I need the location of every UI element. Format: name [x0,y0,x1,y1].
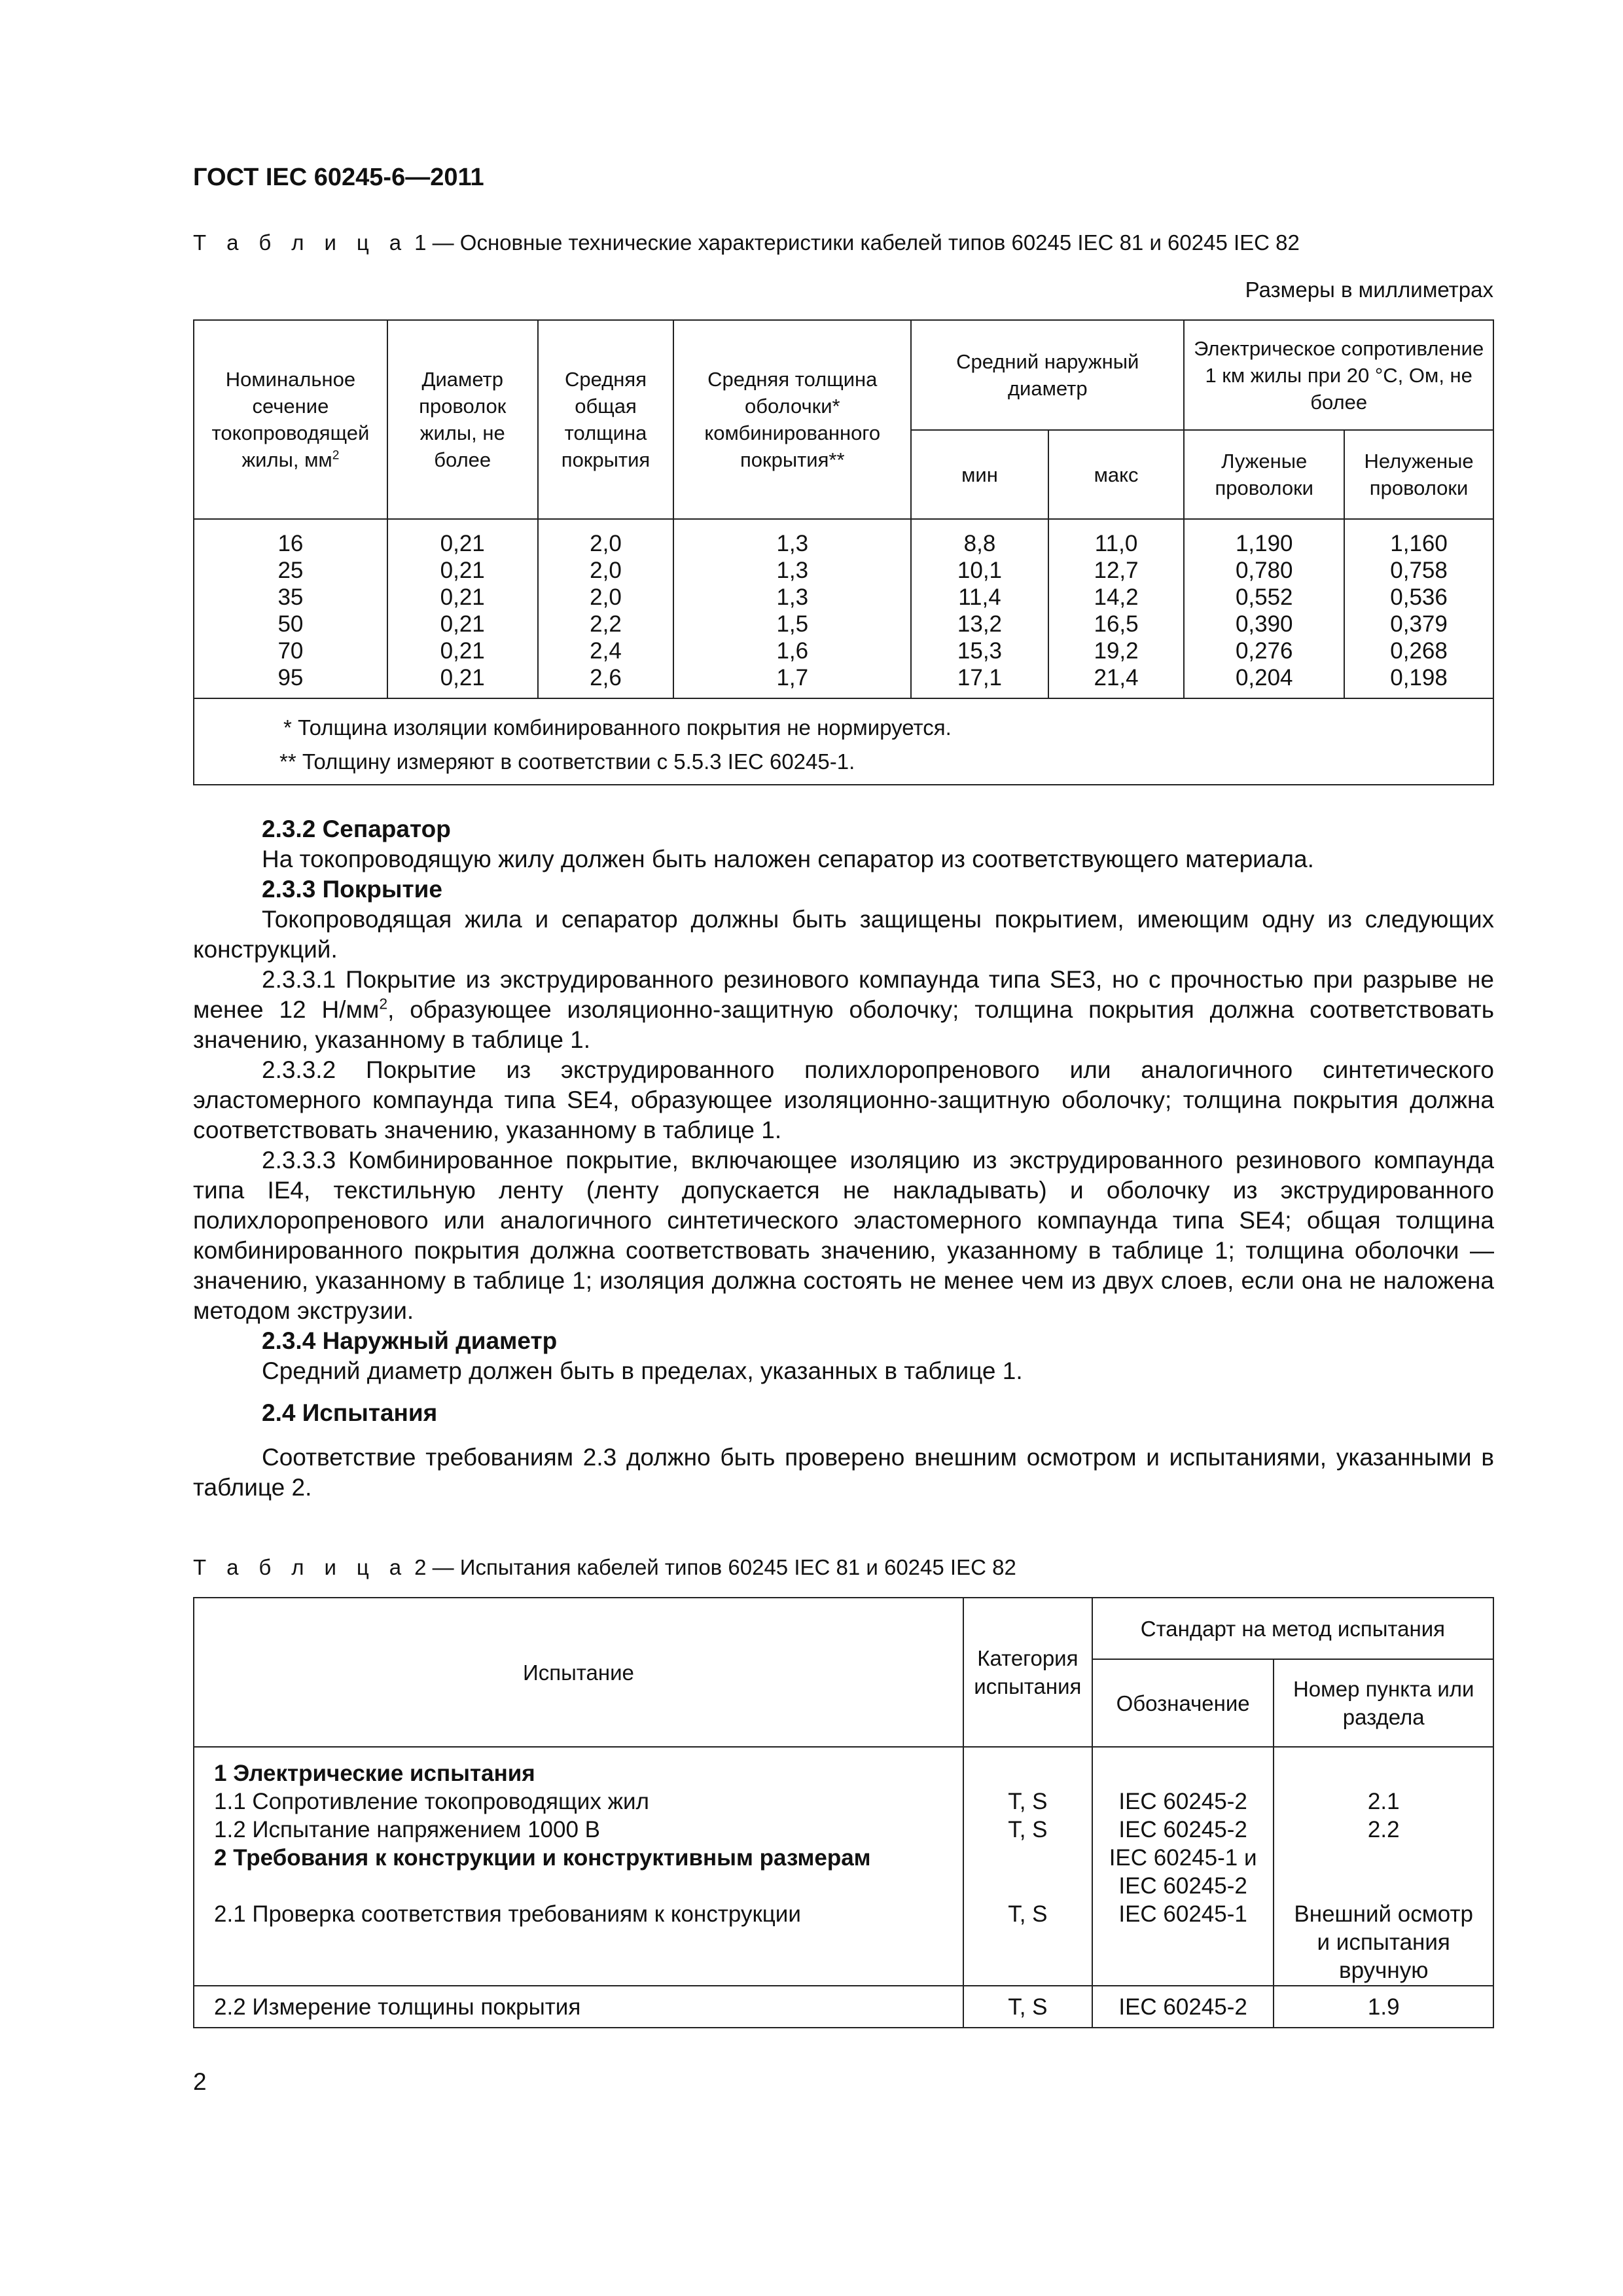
body-text [193,814,1494,1503]
table1-col-section: 16 25 35 50 70 95 [194,519,387,698]
heading-2-3-2: 2.3.2 Сепаратор [262,816,451,842]
table2-row [194,1986,1493,2028]
table2-row1-clauses: 2.1 2.2 Внешний осмотр и испытания вручную [1274,1747,1493,1986]
table1-header-coat-thickness: Средняя общая толщина покрытия [538,320,674,519]
table1-caption-text: 1 — Основные технические характеристики кабелей типов 60245 IEC 81 и 60245 IEC 82 [414,230,1300,255]
table2-header-clause: Номер пункта или раздела [1274,1659,1493,1747]
table1-note-1: * Толщина изоляции комбинированного покрытия не нормируется. [283,715,952,740]
table2-row1-designations: IEC 60245-2 IEC 60245-2 IEC 60245-1 и IEC 60245-2 IEC 60245-1 [1092,1747,1274,1986]
table1-units: Размеры в миллиметрах [1245,278,1493,302]
heading-2-3-3: 2.3.3 Покрытие [262,876,442,903]
table1-header-tinned: Луженые проволоки [1184,430,1344,519]
paragraph-2-3-2: На токопроводящую жилу должен быть наложен сепаратор из соответствующего материала. [262,846,1314,872]
paragraph-2-3-3: Токопроводящая жила и сепаратор должны быть защищены покрытием, имеющим одну из следующих конструкций. [193,906,1494,963]
table2-caption-text: 2 — Испытания кабелей типов 60245 IEC 81 и 60245 IEC 82 [414,1555,1016,1579]
table1-note-2: ** Толщину измеряют в соответствии с 5.5.3 IEC 60245-1. [279,749,855,774]
table2-header-test: Испытание [194,1598,963,1747]
table1-caption [193,230,1300,255]
table2-caption [193,1555,1016,1580]
table1-col-untinned: 1,160 0,758 0,536 0,379 0,268 0,198 [1344,519,1493,698]
table2-row1-names: 1 Электрические испытания 1.1 Сопротивление токопроводящих жил 1.2 Испытание напряжением 1000 В 2 Требования к конструкции и конструктивным размерам 2.1 Проверка соответствия требованиям к конструкции [194,1747,963,1986]
table1 [193,319,1494,785]
paragraph-2-3-4: Средний диаметр должен быть в пределах, указанных в таблице 1. [262,1357,1023,1384]
table2-row2-name: 2.2 Измерение толщины покрытия [194,1986,963,2028]
table1-col-wire-diam: 0,21 0,21 0,21 0,21 0,21 0,21 [387,519,538,698]
table1-header-untinned: Нелуженые проволоки [1344,430,1493,519]
document-header: ГОСТ IEC 60245-6—2011 [193,164,484,191]
table2-row [194,1747,1493,1986]
table1-col-tinned: 1,190 0,780 0,552 0,390 0,276 0,204 [1184,519,1344,698]
table1-header-sheath-thickness: Средняя толщина оболочки* комбинированного покрытия** [673,320,911,519]
table1-caption-label: Т а б л и ц а [193,230,408,255]
table1-header-max: макс [1048,430,1185,519]
heading-2-4: 2.4 Испытания [262,1399,438,1426]
table2 [193,1597,1494,2028]
paragraph-2-3-3-2: 2.3.3.2 Покрытие из экструдированного полихлоропренового или аналогичного синтетического эластомерного компаунда типа SE4, образующее изоляционно-защитную оболочку; толщина покрытия должна соответствовать значению, указанному в таблице 1. [193,1056,1494,1143]
table2-row2-clause: 1.9 [1274,1986,1493,2028]
paragraph-2-4: Соответствие требованиям 2.3 должно быть проверено внешним осмотром и испытаниями, указанными в таблице 2. [193,1444,1494,1501]
table2-header-standard: Стандарт на метод испытания [1092,1598,1493,1659]
paragraph-2-3-3-3: 2.3.3.3 Комбинированное покрытие, включающее изоляцию из экструдированного резинового компаунда типа IE4, текстильную ленту (ленту допускается не накладывать) и оболочку из экструдированного полихлоропренового или аналогичного синтетического эластомерного компаунда типа SE4; общая толщина комбинированного покрытия должна соответствовать значению, указанному в таблице 1; толщина оболочки — значению, указанному в таблице 1; изоляция должна состоять не менее чем из двух слоев, если она не наложена методом экструзии. [193,1147,1494,1324]
table1-col-coat-thickness: 2,0 2,0 2,0 2,2 2,4 2,6 [538,519,674,698]
table1-col-outer-max: 11,0 12,7 14,2 16,5 19,2 21,4 [1048,519,1185,698]
table2-caption-label: Т а б л и ц а [193,1555,408,1579]
table2-header-designation: Обозначение [1092,1659,1274,1747]
table1-header-wire-diam: Диаметр проволок жилы, не более [387,320,538,519]
table2-row2-category: Т, S [963,1986,1092,2028]
table1-col-outer-min: 8,8 10,1 11,4 13,2 15,3 17,1 [911,519,1048,698]
heading-2-3-4: 2.3.4 Наружный диаметр [262,1327,558,1354]
table2-row1-categories: Т, S Т, S Т, S [963,1747,1092,1986]
table2-row2-designation: IEC 60245-2 [1092,1986,1274,2028]
table1-notes [194,698,1493,785]
table2-header-category: Категория испытания [963,1598,1092,1747]
page-number: 2 [193,2068,207,2095]
table1-header-section: Номинальное сечение токопроводящей жилы, $мм^2$ [194,320,387,519]
table1-header-resistance: Электрическое сопротивление 1 км жилы при 20 °С, Ом, не более [1184,320,1493,430]
paragraph-2-3-3-1: 2.3.3.1 Покрытие из экструдированного резинового компаунда типа SE3, но с прочностью при разрыве не менее 12 $Н/мм^2$, образующее изоляционно-защитную оболочку; толщина покрытия должна соответствовать значению, указанному в таблице 1. [193,966,1494,1053]
table1-col-sheath-thickness: 1,3 1,3 1,3 1,5 1,6 1,7 [673,519,911,698]
table1-header-outer-diam: Средний наружный диаметр [911,320,1184,430]
table1-data-row [194,519,1493,698]
table1-header-min: мин [911,430,1048,519]
